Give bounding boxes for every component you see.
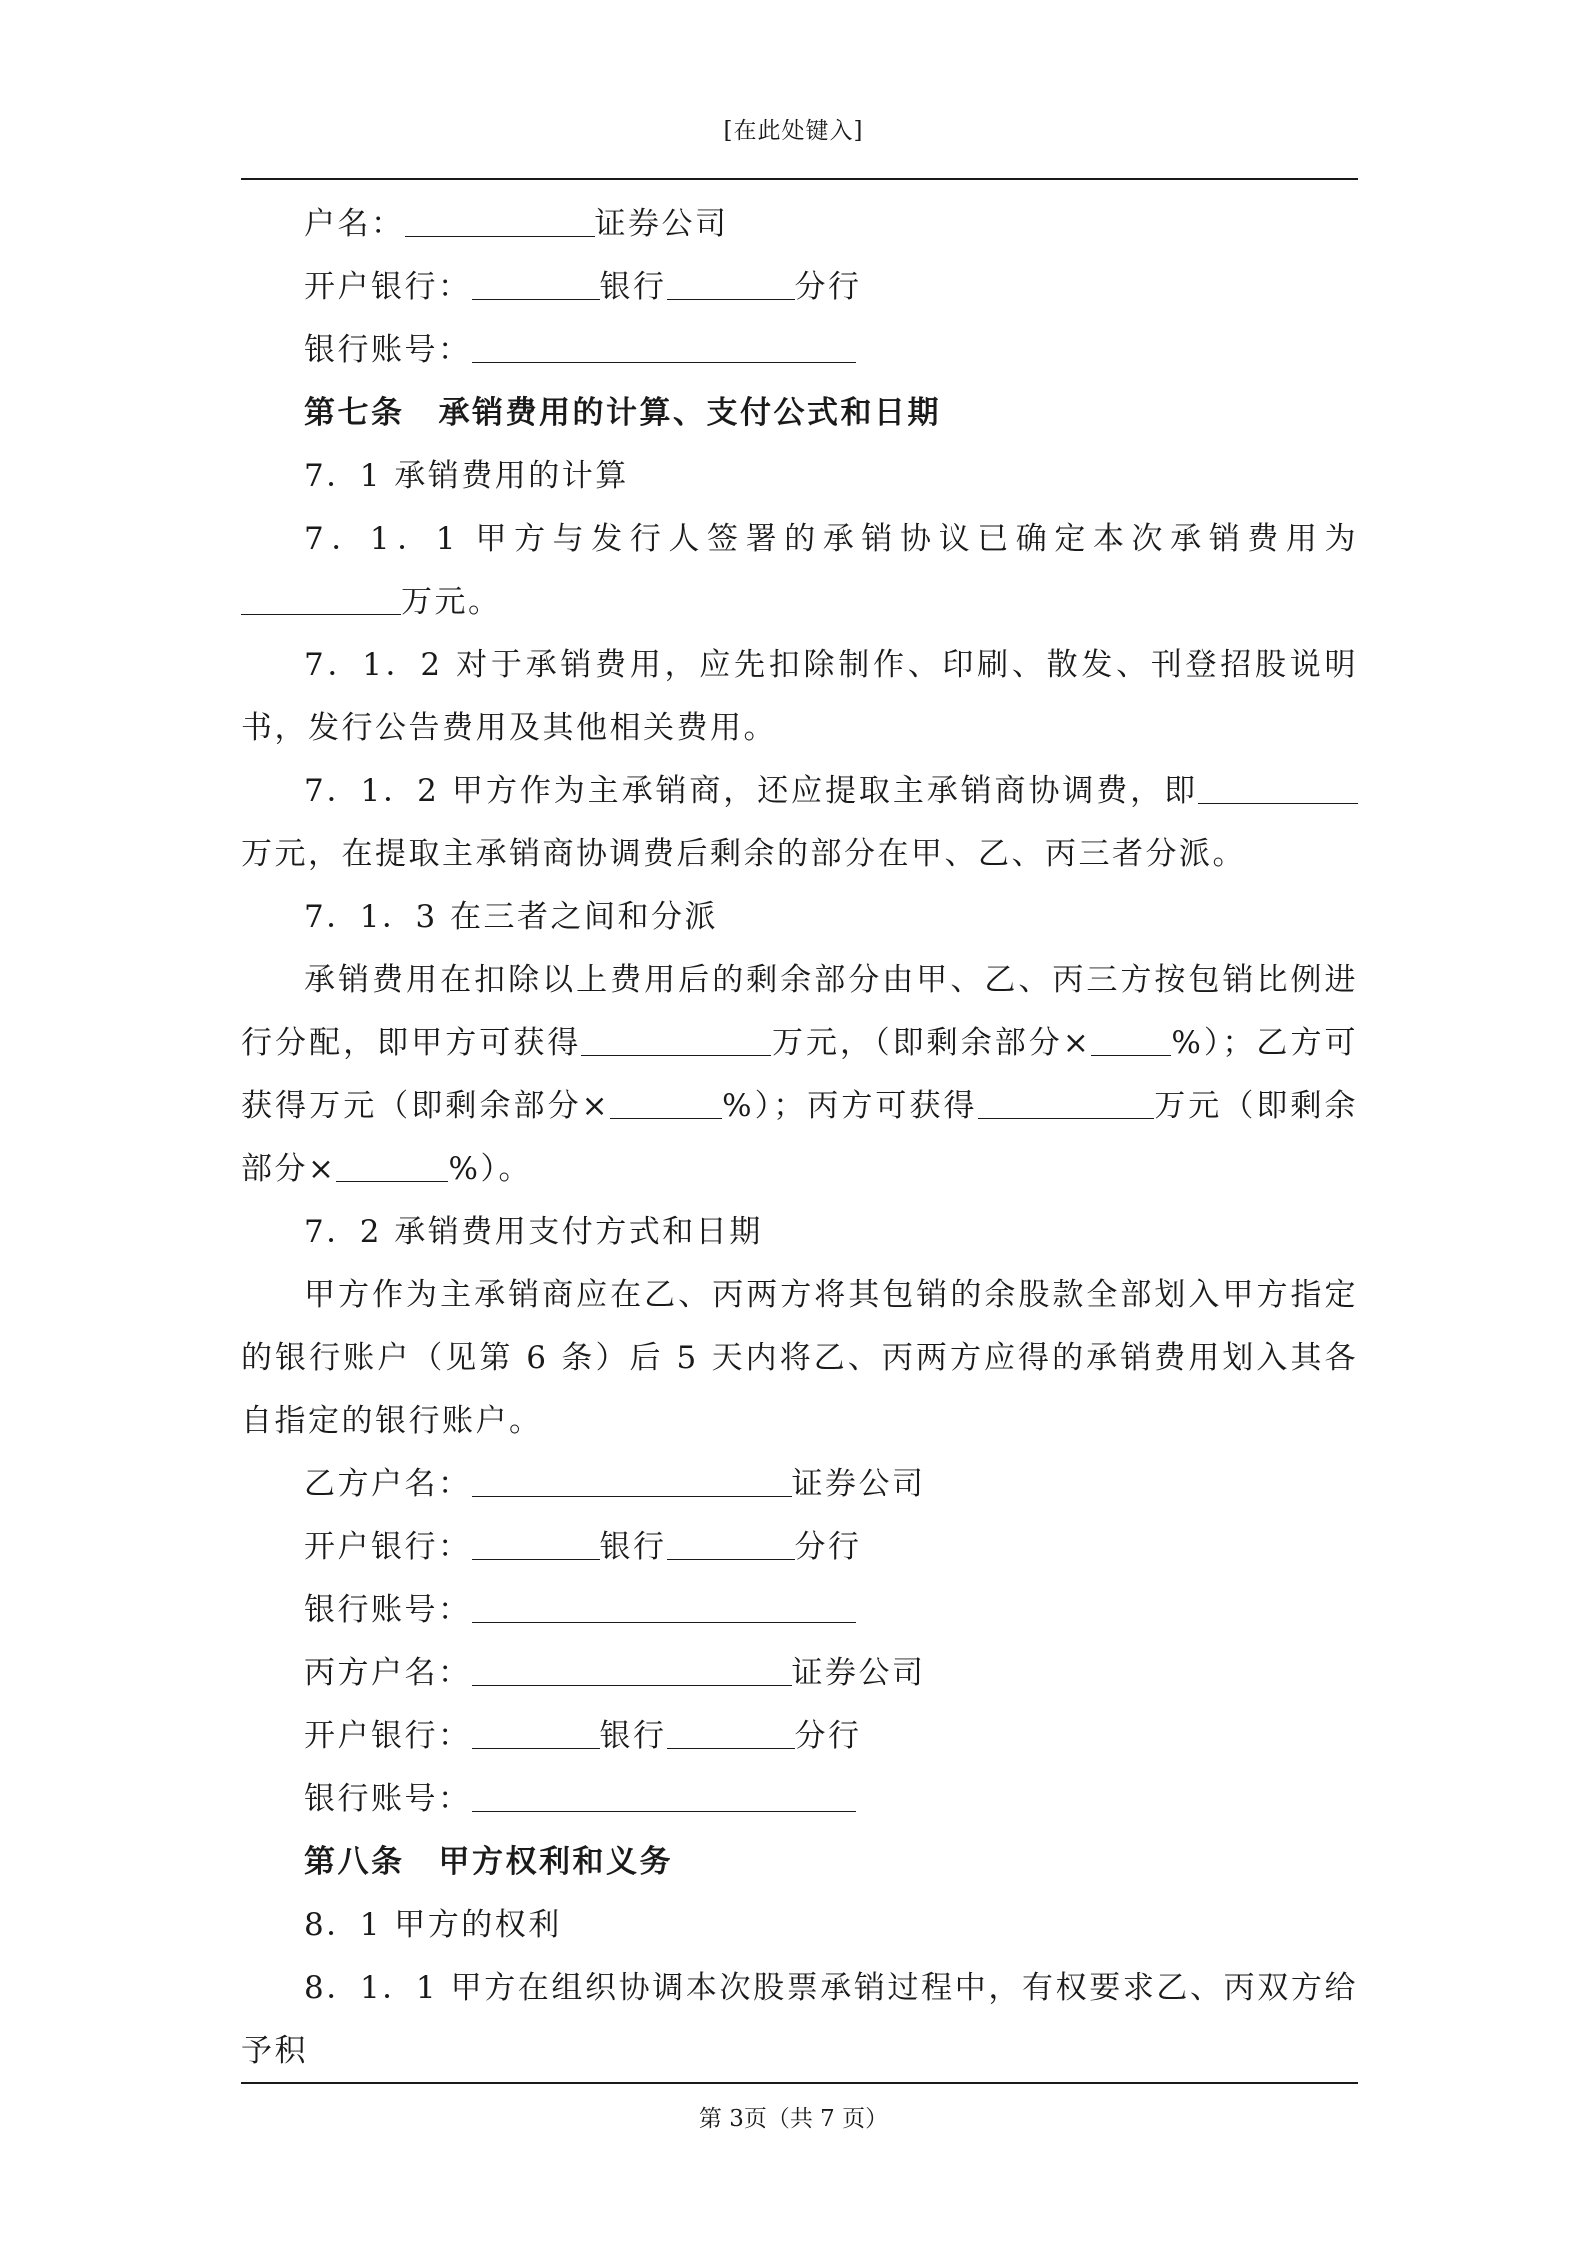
footer-rule	[241, 2082, 1358, 2084]
party-c-bank-line: 开户银行： 银行 分行	[304, 1718, 862, 1754]
party-c-account-blank[interactable]	[472, 1779, 856, 1812]
party-c-bank-blank[interactable]	[472, 1716, 600, 1749]
party-c-name-line: 丙方户名： 证券公司	[304, 1655, 926, 1691]
party-b-name-blank[interactable]	[472, 1464, 792, 1497]
party-c-amount-blank[interactable]	[978, 1086, 1154, 1119]
party-a-amount-blank[interactable]	[581, 1023, 771, 1056]
branch-blank[interactable]	[667, 267, 795, 300]
party-b-percent-blank[interactable]	[610, 1086, 722, 1119]
section-7-1-2: 7．1．2 对于承销费用，应先扣除制作、印刷、散发、刊登招股说明书，发行公告费用及其他相关费用。	[241, 647, 1358, 746]
bank-account-line: 银行账号：	[241, 319, 1358, 382]
article-8-heading: 第八条 甲方权利和义务	[304, 1844, 673, 1880]
party-c-account-line: 银行账号：	[241, 1768, 1358, 1831]
party-b-account-blank[interactable]	[472, 1590, 856, 1623]
party-b-branch-blank[interactable]	[667, 1527, 795, 1560]
party-c-branch-blank[interactable]	[667, 1716, 795, 1749]
party-b-name-line: 乙方户名： 证券公司	[304, 1466, 926, 1502]
bank-blank[interactable]	[472, 267, 600, 300]
party-b-bank-line: 开户银行： 银行 分行	[304, 1529, 862, 1565]
fee-amount-blank[interactable]	[241, 582, 401, 615]
account-name-line: 户名： 证券公司	[304, 206, 729, 242]
section-7-1-1: 7．1．1 甲方与发行人签署的承销协议已确定本次承销费用为万元。	[241, 508, 1358, 634]
party-a-percent-blank[interactable]	[1091, 1023, 1171, 1056]
section-7-2: 7．2 承销费用支付方式和日期	[304, 1214, 763, 1250]
party-b-bank-blank[interactable]	[472, 1527, 600, 1560]
coordination-fee-blank[interactable]	[1198, 771, 1358, 804]
payment-paragraph: 甲方作为主承销商应在乙、丙两方将其包销的余股款全部划入甲方指定的银行账户（见第 6 条）后 5 天内将乙、丙两方应得的承销费用划入其各自指定的银行账户。	[241, 1277, 1358, 1439]
distribution-paragraph: 承销费用在扣除以上费用后的剩余部分由甲、乙、丙三方按包销比例进行分配，即甲方可获得 万元，（即剩余部分× %）；乙方可获得万元（即剩余部分× %）；丙方可获得 万元（即剩余部分× %）。	[241, 962, 1359, 1187]
party-c-name-blank[interactable]	[472, 1653, 792, 1686]
bank-account-blank[interactable]	[472, 330, 856, 363]
page-header: [在此处键入]	[723, 118, 864, 144]
bank-branch-line: 开户银行： 银行 分行	[304, 269, 862, 305]
section-8-1-1: 8．1．1 甲方在组织协调本次股票承销过程中，有权要求乙、丙双方给予积	[241, 1970, 1358, 2069]
account-name-blank[interactable]	[405, 204, 595, 237]
article-7-heading: 第七条 承销费用的计算、支付公式和日期	[304, 395, 941, 431]
section-7-1-2-coordination: 7．1．2 甲方作为主承销商，还应提取主承销商协调费，即万元，在提取主承销商协调费后剩余的部分在甲、乙、丙三者分派。	[241, 760, 1358, 886]
party-b-account-line: 银行账号：	[241, 1579, 1358, 1642]
section-7-1-3: 7．1．3 在三者之间和分派	[304, 899, 719, 935]
section-7-1: 7．1 承销费用的计算	[304, 458, 629, 494]
header-rule	[241, 178, 1358, 180]
page-footer: 第 3页（共 7 页）	[698, 2106, 889, 2132]
document-body	[241, 193, 1358, 2083]
section-8-1: 8．1 甲方的权利	[304, 1907, 562, 1943]
party-c-percent-blank[interactable]	[336, 1149, 448, 1182]
